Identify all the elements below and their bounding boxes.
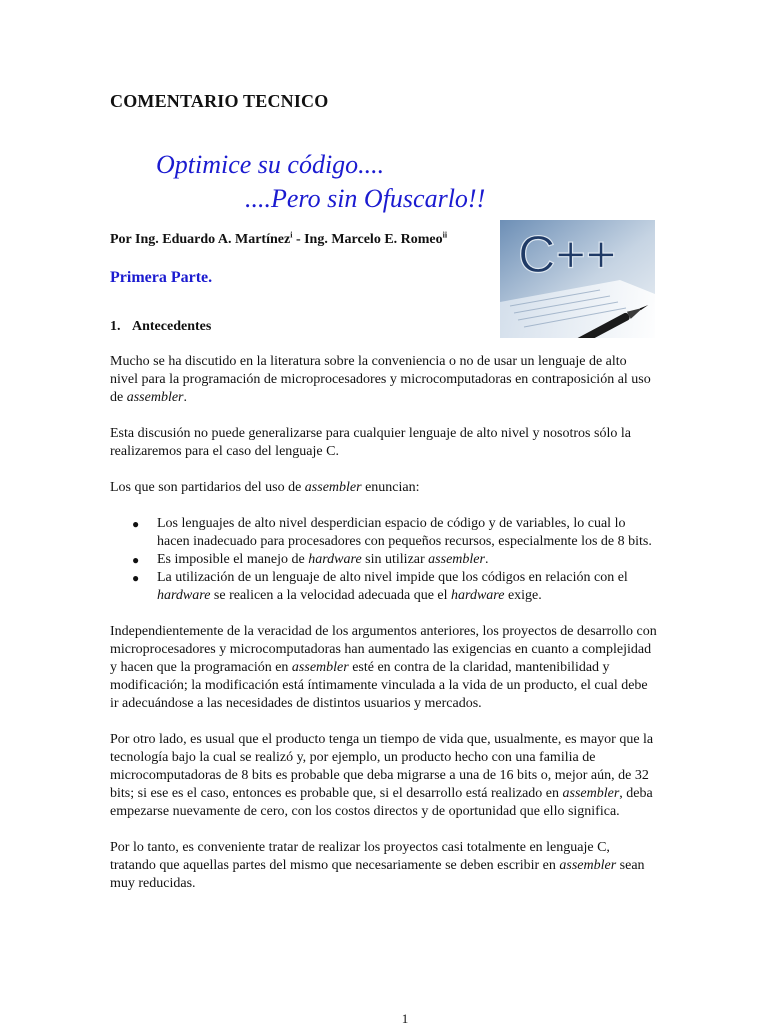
bullet-icon: ● — [132, 517, 140, 531]
bullet-icon: ● — [132, 571, 140, 585]
footnote-ref-i: i — [290, 230, 293, 240]
page-number: 1 — [401, 1011, 409, 1026]
arguments-list — [110, 515, 658, 605]
paragraph-6: Por lo tanto, es conveniente tratar de realizar los proyectos casi totalmente en lenguaje C, tratando que aquellas partes del mismo que necesariamente se deben escribir en assembler sean muy reducidas. — [110, 840, 645, 891]
section-number: 1. — [110, 319, 121, 334]
title-line-2: ....Pero sin Ofuscarlo!! — [245, 184, 486, 213]
byline-author-1: Por Ing. Eduardo A. Martínez — [110, 232, 291, 247]
document-heading: COMENTARIO TECNICO — [110, 91, 329, 111]
section-title: Antecedentes — [132, 319, 212, 334]
list-item: ● La utilización de un lenguaje de alto nivel impide que los códigos en relación con el hardware se realicen a la velocidad adecuada que el hardware exige. — [132, 570, 628, 603]
body-text — [110, 353, 658, 911]
paragraph-5: Por otro lado, es usual que el producto tenga un tiempo de vida que, usualmente, es mayor que la tecnología bajo la cual se realizó y, por ejemplo, un producto hecho con una familia de microcomputadoras de 8 bits es probable que deba migrarse a una de 16 bits o, mejor aún, de 32 bits; si ese es el caso, entonces es probable que, si el desarrollo está realizado en assembler, deba empezarse nuevamente de cero, con los costos directos y de oportunidad que ello significa. — [110, 732, 654, 819]
author-byline — [110, 231, 447, 249]
paragraph-2: Esta discusión no puede generalizarse para cualquier lenguaje de alto nivel y nosotros sólo la realizaremos para el caso del lenguaje C. — [110, 426, 631, 459]
bullet-icon: ● — [132, 553, 140, 567]
paragraph-1: Mucho se ha discutido en la literatura sobre la conveniencia o no de usar un lenguaje de alto nivel para la programación de microprocesadores y microcomputadoras en contraposición al uso de assembler. — [110, 354, 651, 405]
cpp-logo-text: C++ — [518, 226, 617, 284]
list-item: ● Los lenguajes de alto nivel desperdician espacio de código y de variables, lo cual lo hacen inadecuado para procesadores con pequeños recursos, especialmente los de 8 bits. — [132, 516, 652, 549]
list-item: ● Es imposible el manejo de hardware sin utilizar assembler. — [132, 552, 489, 567]
byline-author-2: - Ing. Marcelo E. Romeo — [292, 232, 443, 247]
title-line-1: Optimice su código.... — [156, 150, 385, 179]
cpp-illustration — [500, 220, 655, 338]
section-heading-antecedentes — [110, 318, 211, 336]
paragraph-3: Los que son partidarios del uso de assembler enuncian: — [110, 480, 420, 495]
footnote-ref-ii: ii — [442, 230, 448, 240]
paragraph-4: Independientemente de la veracidad de los argumentos anteriores, los proyectos de desarrollo con microprocesadores y microcomputadoras han aumentado las exigencias en cuanto a complejidad y hacen que la programación en assembler esté en contra de la claridad, mantenibilidad y modificación; la modificación está íntimamente vinculada a la vida de un producto, el cual debe ir adecuándose a las necesidades de distintos usuarios y mercados. — [110, 624, 657, 711]
part-heading: Primera Parte. — [110, 269, 213, 286]
